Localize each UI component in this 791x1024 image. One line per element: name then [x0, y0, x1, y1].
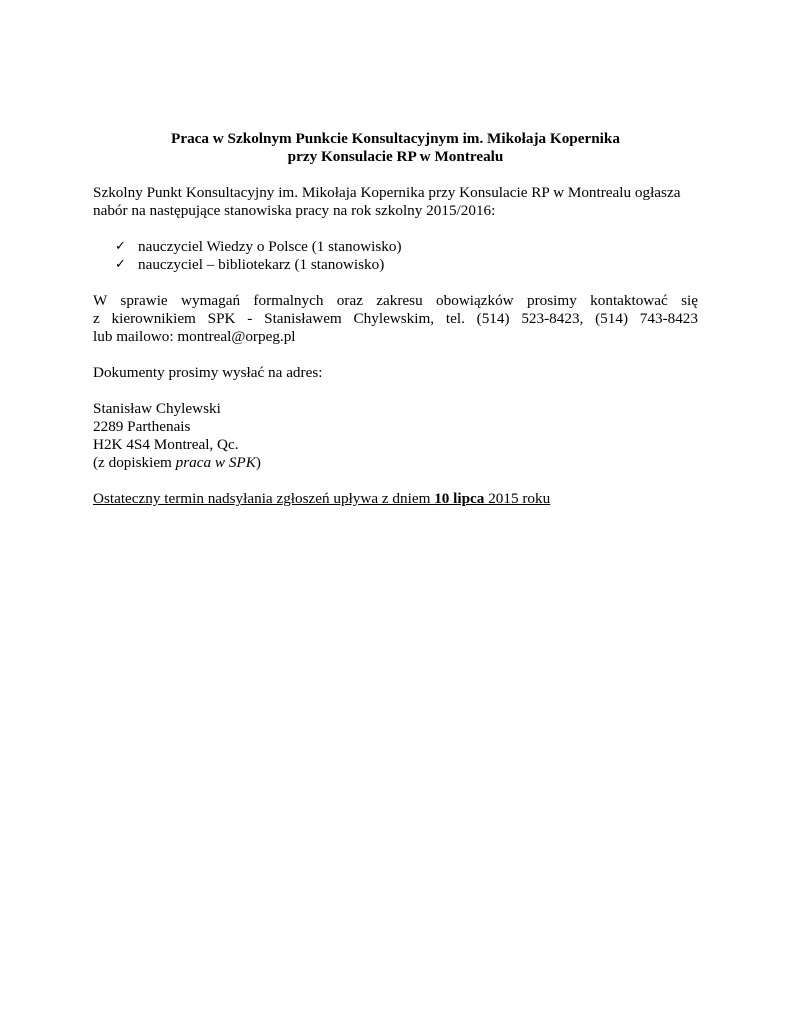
- address-note: [93, 454, 698, 472]
- contact-paragraph: [93, 292, 698, 346]
- deadline-suffix: 2015 roku: [484, 490, 551, 507]
- address-city: H2K 4S4 Montreal, Qc.: [93, 436, 239, 453]
- intro-line-1: Szkolny Punkt Konsultacyjny im. Mikołaja Kopernika przy Konsulacie RP w Montrealu ogłasza: [93, 184, 681, 201]
- address-note-prefix: (z dopiskiem: [93, 454, 176, 471]
- job-label: nauczyciel – bibliotekarz (1 stanowisko): [138, 256, 385, 273]
- deadline-date-bold: 10 lipca: [434, 490, 485, 507]
- check-icon: ✓: [115, 239, 126, 254]
- address-note-italic: praca w SPK: [175, 454, 256, 471]
- intro-line-2: nabór na następujące stanowiska pracy na rok szkolny 2015/2016:: [93, 202, 496, 219]
- document-title: [93, 130, 698, 166]
- contact-line-1: W sprawie wymagań formalnych oraz zakresu obowiązków prosimy kontaktować się: [93, 292, 698, 309]
- address-note-suffix: ): [255, 454, 261, 471]
- title-line-1: Praca w Szkolnym Punkcie Konsultacyjnym im. Mikołaja Kopernika: [171, 130, 620, 147]
- deadline-notice: [93, 490, 698, 508]
- job-label: nauczyciel Wiedzy o Polsce (1 stanowisko): [138, 238, 402, 255]
- check-icon: ✓: [115, 257, 126, 272]
- deadline-prefix: Ostateczny termin nadsyłania zgłoszeń upływa z dniem: [93, 490, 435, 507]
- document-page: [93, 130, 698, 508]
- address-street: 2289 Parthenais: [93, 418, 191, 435]
- send-documents-label: Dokumenty prosimy wysłać na adres:: [93, 364, 323, 381]
- job-list: [93, 238, 698, 274]
- contact-line-3: lub mailowo: montreal@orpeg.pl: [93, 328, 296, 345]
- contact-line-2: z kierownikiem SPK - Stanisławem Chylewskim, tel. (514) 523-8423, (514) 743-8423: [93, 310, 698, 327]
- title-line-2: przy Konsulacie RP w Montrealu: [287, 148, 504, 165]
- mailing-address: [93, 400, 698, 472]
- job-item: [115, 238, 698, 256]
- intro-paragraph: [93, 184, 698, 220]
- job-item: [115, 256, 698, 274]
- address-name: Stanisław Chylewski: [93, 400, 221, 417]
